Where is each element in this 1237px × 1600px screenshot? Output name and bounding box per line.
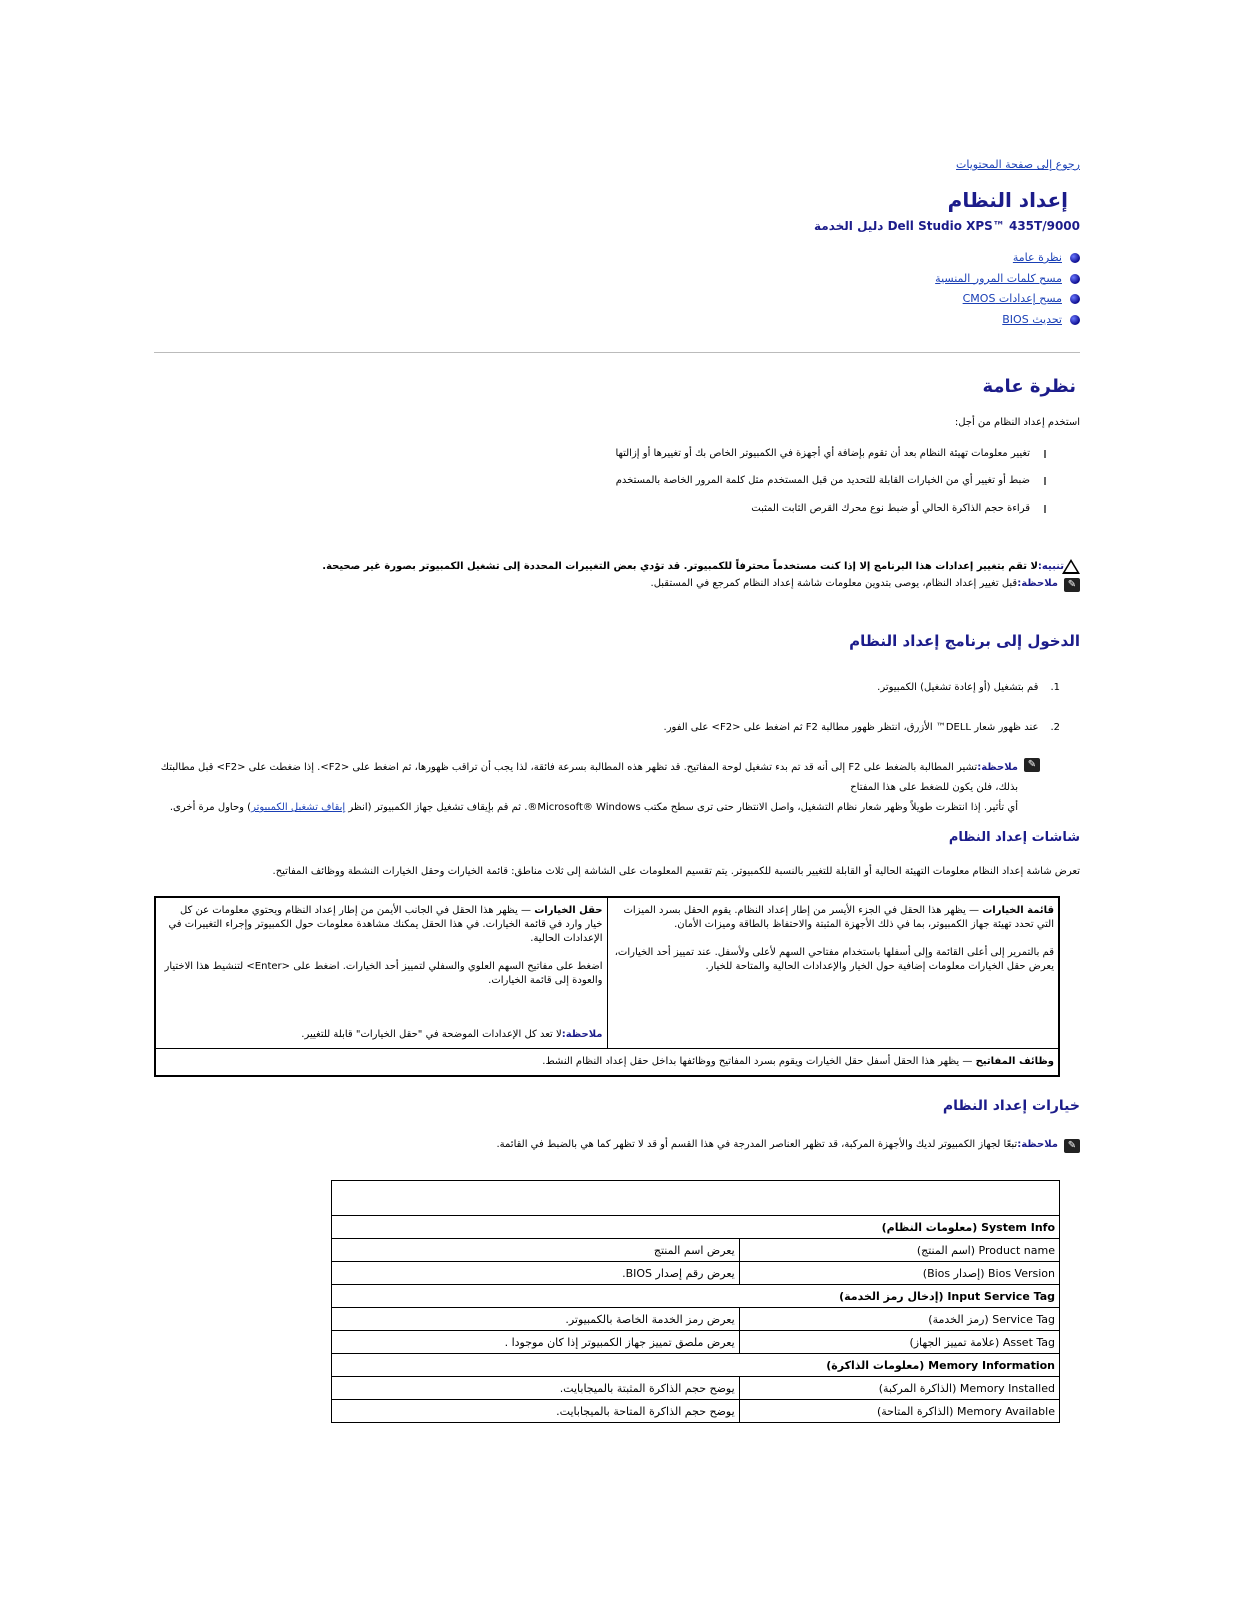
table-row: Service Tag (رمز الخدمة) يعرض رمز الخدمة الخاصة بالكمبيوتر.: [332, 1308, 1060, 1331]
options-heading: خيارات إعداد النظام: [942, 1098, 1080, 1114]
table-of-contents: [935, 248, 1080, 330]
table-row: Bios Version (إصدار Bios) يعرض رقم إصدار BIOS.: [332, 1262, 1060, 1285]
list-item: ضبط أو تغيير أي من الخيارات القابلة للتحديد من قبل المستخدم مثل كلمة المرور الخاصة بالمستخدم: [616, 475, 1046, 486]
table-row: Product name (اسم المنتج) يعرض اسم المنتج: [332, 1239, 1060, 1262]
screens-heading: شاشات إعداد النظام: [948, 830, 1080, 845]
table-row: Memory Available (الذاكرة المتاحة) يوضح حجم الذاكرة المتاحة بالميجابايت.: [332, 1400, 1060, 1423]
list-item: 2. عند ظهور شعار DELL™ الأزرق، انتظر ظهور مطالبة F2 ثم اضغط على <F2> على الفور.: [663, 722, 1060, 733]
table-row: Asset Tag (علامة تمييز الجهاز) يعرض ملصق تمييز جهاز الكمبيوتر إذا كان موجودا .: [332, 1331, 1060, 1354]
table-row: [332, 1354, 1060, 1377]
list-item: 1. قم بتشغيل (أو إعادة تشغيل) الكمبيوتر.: [877, 682, 1060, 693]
page-title: إعداد النظام: [947, 188, 1068, 212]
toc-item: [935, 248, 1080, 269]
caution-text: لا تقم بتغيير إعدادات هذا البرنامج إلا إذا كنت مستخدماً محترفاً للكمبيوتر. قد تؤدي بعض التغييرات المحددة إلى تشغيل الكمبيوتر بصورة غير صحيحة.: [322, 561, 1038, 572]
table-row: [155, 897, 1059, 1049]
note-text: تشير المطالبة بالضغط على F2 إلى أنه قد تم بدء تشغيل لوحة المفاتيح. قد تظهر هذه المطالبة بسرعة فائقة، لذا يجب أن تراقب ظهورها، ثم اضغط على <F2>. إذا ضغطت على <F2> قبل مطالبتك بذلك، فلن يكون للضغط على هذا المفتاح: [160, 762, 1018, 793]
back-to-contents-link[interactable]: رجوع إلى صفحة المحتويات: [956, 158, 1080, 171]
options-table: [331, 1180, 1060, 1423]
table-row: [155, 1049, 1059, 1077]
table-row: [332, 1181, 1060, 1216]
table-cell: حقل الخيارات — يظهر هذا الحقل في الجانب الأيمن من إطار إعداد النظام ويحتوي معلومات عن كل خيار وارد في قائمة الخيارات. في هذا الحقل يمكنك مشاهدة معلومات حول الكمبيوتر وإجراء التغييرات في الإعدادات الحالية. اضغط على مفاتيح السهم العلوي والسفلي لتمييز أحد الخيارات. اضغط على <Enter> لتنشيط هذا الاختيار والعودة إلى قائمة الخيارات. ملاحظة:لا تعد كل الإعدادات الموضحة في "حقل الخيارات" قابلة للتغيير.: [155, 897, 607, 1049]
caution-box: تنبيه: لا تقم بتغيير إعدادات هذا البرنامج إلا إذا كنت مستخدماً محترفاً للكمبيوتر. قد تؤدي بعض التغييرات المحددة إلى تشغيل الكمبيوتر بصورة غير صحيحة.: [154, 559, 1080, 574]
bullet-mark: [1044, 477, 1046, 485]
bullet-icon: [1070, 315, 1080, 325]
bullet-icon: [1070, 253, 1080, 263]
table-cell: قائمة الخيارات — يظهر هذا الحقل في الجزء الأيسر من إطار إعداد النظام. يقوم الحقل بسرد الميزات التي تحدد تهيئة جهاز الكمبيوتر، بما في ذلك الأجهزة المثبتة والاحتفاظ بالطاقة وميزات الأمان. قم بالتمرير إلى أعلى القائمة وإلى أسفلها باستخدام مفتاحي السهم لأعلى ولأسفل. عند تمييز أحد الخيارات، يعرض حقل الخيارات معلومات إضافية حول الخيار والإعدادات الحالية والمتاحة للخيار.: [607, 897, 1059, 1049]
bullet-icon: [1070, 294, 1080, 304]
note-icon: ✎: [1024, 758, 1040, 772]
overview-heading: نظرة عامة: [982, 376, 1076, 397]
enter-setup-heading: الدخول إلى برنامج إعداد النظام: [849, 632, 1080, 650]
table-row: Memory Installed (الذاكرة المركبة) يوضح حجم الذاكرة المثبتة بالميجابايت.: [332, 1377, 1060, 1400]
caution-icon: [1062, 559, 1080, 574]
bullet-mark: [1044, 505, 1046, 513]
list-item: قراءة حجم الذاكرة الحالي أو ضبط نوع محرك القرص الثابت المثبت: [751, 503, 1046, 514]
page-subtitle: Dell Studio XPS™ 435T/9000 دليل الخدمة: [814, 219, 1080, 233]
note-box: ✎ ملاحظة: قبل تغيير إعداد النظام، يوصى بتدوين معلومات شاشة إعداد النظام كمرجع في المستقبل.: [651, 578, 1080, 592]
note-icon: ✎: [1064, 1139, 1080, 1153]
table-cell: وظائف المفاتيح — يظهر هذا الحقل أسفل حقل الخيارات ويقوم بسرد المفاتيح ووظائفها بداخل حقل إعداد النظام النشط.: [155, 1049, 1059, 1077]
list-item: تغيير معلومات تهيئة النظام بعد أن تقوم بإضافة أي أجهزة في الكمبيوتر الخاص بك أو تغييرها أو إزالتها: [615, 448, 1046, 459]
note-box: ✎ ملاحظة:تشير المطالبة بالضغط على F2 إلى أنه قد تم بدء تشغيل لوحة المفاتيح. قد تظهر هذه المطالبة بسرعة فائقة، لذا يجب أن تراقب ظهورها، ثم اضغط على <F2>. إذا ضغطت على <F2> قبل مطالبتك بذلك، فلن يكون للضغط على هذا المفتاح أي تأثير. إذا انتظرت طويلاً وظهر شعار نظام التشغيل، واصل الانتظار حتى ترى سطح مكتب Microsoft® Windows®. ثم قم بإيقاف تشغيل جهاز الكمبيوتر (انظر إيقاف تشغيل الكمبيوتر) وحاول مرة أخرى.: [160, 758, 1040, 818]
table-row: [332, 1285, 1060, 1308]
section-row: System Info (معلومات النظام): [332, 1216, 1060, 1239]
bullet-mark: [1044, 450, 1046, 458]
screens-table: [154, 896, 1060, 1077]
toc-item: [935, 310, 1080, 331]
table-row: [332, 1216, 1060, 1239]
document-page: [154, 0, 1080, 1600]
note-box: ✎ ملاحظة: تبعًا لجهاز الكمبيوتر لديك والأجهزة المركبة، قد تظهر العناصر المدرجة في هذا القسم أو قد لا تظهر كما هي بالضبط في القائمة.: [496, 1139, 1080, 1153]
section-row: Input Service Tag (إدخال رمز الخدمة): [332, 1285, 1060, 1308]
toc-link-overview[interactable]: نظرة عامة: [1012, 251, 1062, 264]
divider: [154, 352, 1080, 353]
toc-link-cmos[interactable]: مسح إعدادات CMOS: [962, 292, 1062, 305]
shutdown-link[interactable]: إيقاف تشغيل الكمبيوتر: [251, 802, 346, 813]
note-text: تبعًا لجهاز الكمبيوتر لديك والأجهزة المركبة، قد تظهر العناصر المدرجة في هذا القسم أو قد لا تظهر كما هي بالضبط في القائمة.: [496, 1139, 1018, 1150]
toc-item: [935, 289, 1080, 310]
section-row: Memory Information (معلومات الذاكرة): [332, 1354, 1060, 1377]
note-text: قبل تغيير إعداد النظام، يوصى بتدوين معلومات شاشة إعداد النظام كمرجع في المستقبل.: [650, 578, 1018, 589]
toc-link-bios[interactable]: تحديث BIOS: [1002, 312, 1062, 326]
toc-link-passwords[interactable]: مسح كلمات المرور المنسية: [935, 271, 1062, 285]
note-icon: ✎: [1064, 578, 1080, 592]
toc-item: [935, 269, 1080, 290]
bullet-icon: [1070, 274, 1080, 284]
screens-intro: تعرض شاشة إعداد النظام معلومات التهيئة الحالية أو القابلة للتغيير بالنسبة للكمبيوتر. يتم تقسيم المعلومات على الشاشة إلى ثلاث مناطق: قائمة الخيارات وحقل الخيارات النشطة ووظائف المفاتيح.: [272, 866, 1080, 877]
overview-intro: استخدم إعداد النظام من أجل:: [954, 417, 1080, 428]
